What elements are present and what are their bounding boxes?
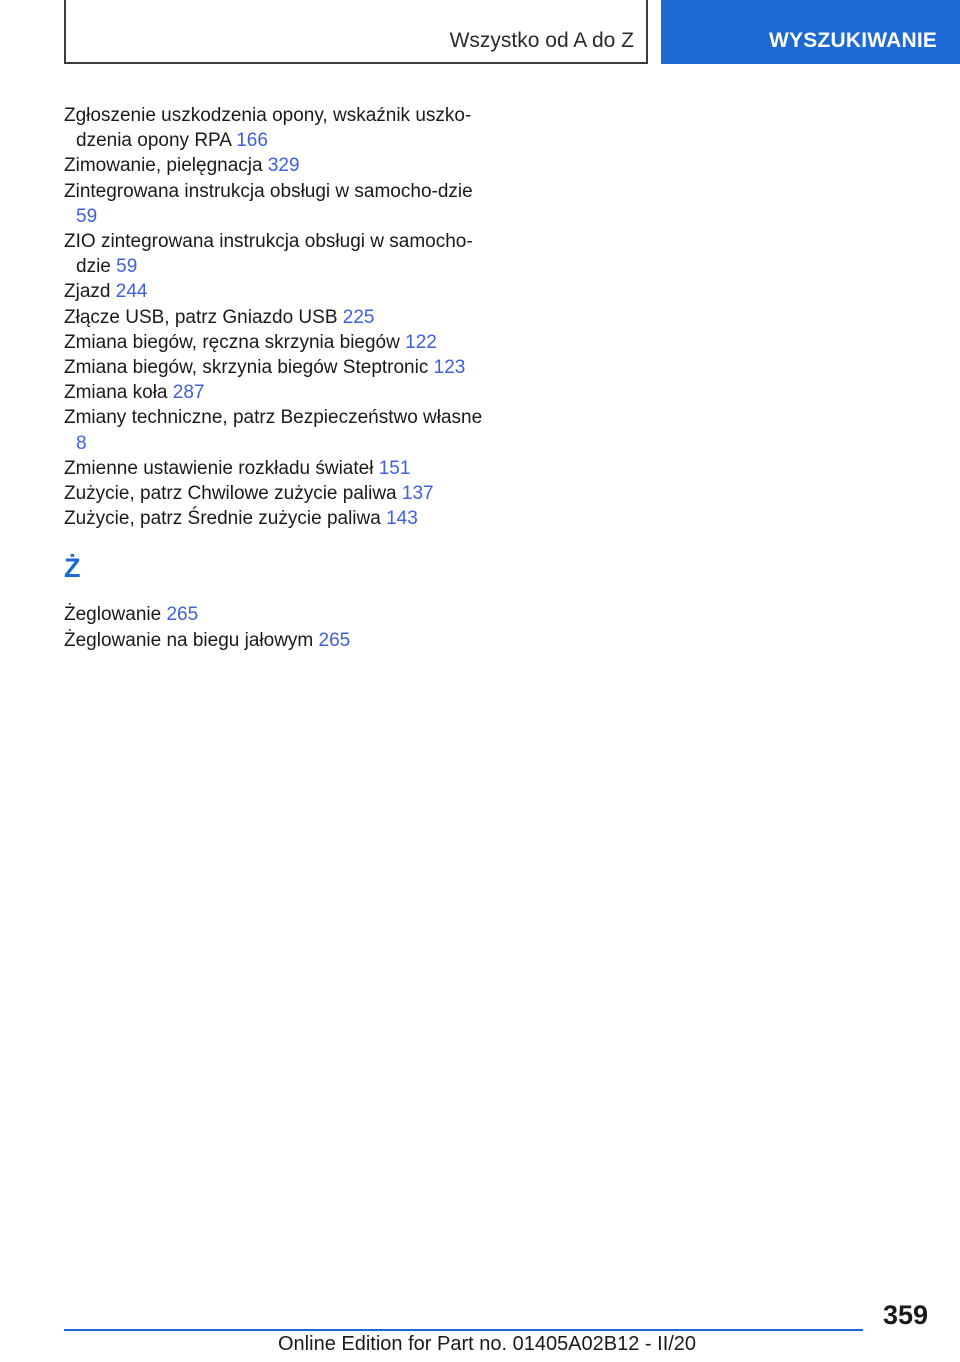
entry-text: Zgłoszenie uszkodzenia opony, wskaźnik uszko-dzenia opony RPA: [64, 105, 472, 152]
index-entry: [64, 330, 484, 355]
index-entry: [64, 506, 484, 531]
index-entry: [64, 355, 484, 380]
page-link[interactable]: 244: [115, 281, 148, 303]
page-link[interactable]: 122: [405, 331, 437, 353]
page-link[interactable]: 166: [236, 130, 268, 152]
entry-text: Zimowanie, pielęgnacja: [64, 155, 263, 177]
entry-text: Zmiana biegów, skrzynia biegów Steptronic: [64, 357, 429, 379]
entry-text: Zjazd: [64, 281, 111, 303]
page-link[interactable]: 123: [433, 357, 466, 379]
letter-heading: Ż: [64, 553, 81, 584]
header-title-box: [64, 0, 648, 64]
page-link[interactable]: 151: [378, 457, 411, 479]
entry-text: ZIO zintegrowana instrukcja obsługi w samocho-dzie: [64, 231, 473, 278]
page-link[interactable]: 265: [318, 629, 351, 651]
page-link[interactable]: 225: [342, 306, 375, 328]
search-tab[interactable]: [661, 0, 960, 64]
search-tab-label: WYSZUKIWANIE: [769, 29, 938, 52]
entry-text: Żeglowanie: [64, 604, 162, 626]
footer-edition-text: Online Edition for Part no. 01405A02B12 - II/20: [278, 1333, 697, 1355]
page-link[interactable]: 265: [166, 604, 199, 626]
page-link[interactable]: 137: [401, 483, 434, 505]
index-entry: [64, 153, 484, 178]
index-entry: [64, 279, 484, 304]
index-entry: [64, 405, 484, 455]
page-link[interactable]: 287: [172, 382, 205, 404]
page-link[interactable]: 59: [76, 205, 98, 227]
entry-text: Zmiana koła: [64, 382, 168, 404]
index-entry: [64, 179, 484, 229]
page-link[interactable]: 8: [76, 432, 87, 454]
entry-text: Złącze USB, patrz Gniazdo USB: [64, 306, 338, 328]
entry-text: Zmienne ustawienie rozkładu świateł: [64, 457, 374, 479]
page-link[interactable]: 329: [267, 155, 300, 177]
footer-divider: [64, 1329, 863, 1331]
entry-text: Zużycie, patrz Średnie zużycie paliwa: [64, 508, 381, 530]
index-entry: [64, 380, 484, 405]
index-entry: [64, 628, 484, 653]
index-list: [64, 103, 484, 653]
index-entry: [64, 456, 484, 481]
entry-text: Żeglowanie na biegu jałowym: [64, 629, 314, 651]
page-link[interactable]: 143: [386, 508, 418, 530]
entry-text: Zintegrowana instrukcja obsługi w samocho-dzie: [64, 180, 473, 202]
entry-text: Zmiana biegów, ręczna skrzynia biegów: [64, 331, 400, 353]
page-number: 359: [882, 1300, 928, 1330]
index-entry: [64, 103, 484, 153]
index-entry: [64, 481, 484, 506]
entry-text: Zużycie, patrz Chwilowe zużycie paliwa: [64, 483, 397, 505]
entry-text: Zmiany techniczne, patrz Bezpieczeństwo własne: [64, 407, 483, 429]
index-entry: [64, 305, 484, 330]
page-link[interactable]: 59: [116, 256, 138, 278]
index-entry: [64, 602, 484, 627]
index-entry: [64, 229, 484, 279]
header-title: Wszystko od A do Z: [449, 29, 634, 52]
